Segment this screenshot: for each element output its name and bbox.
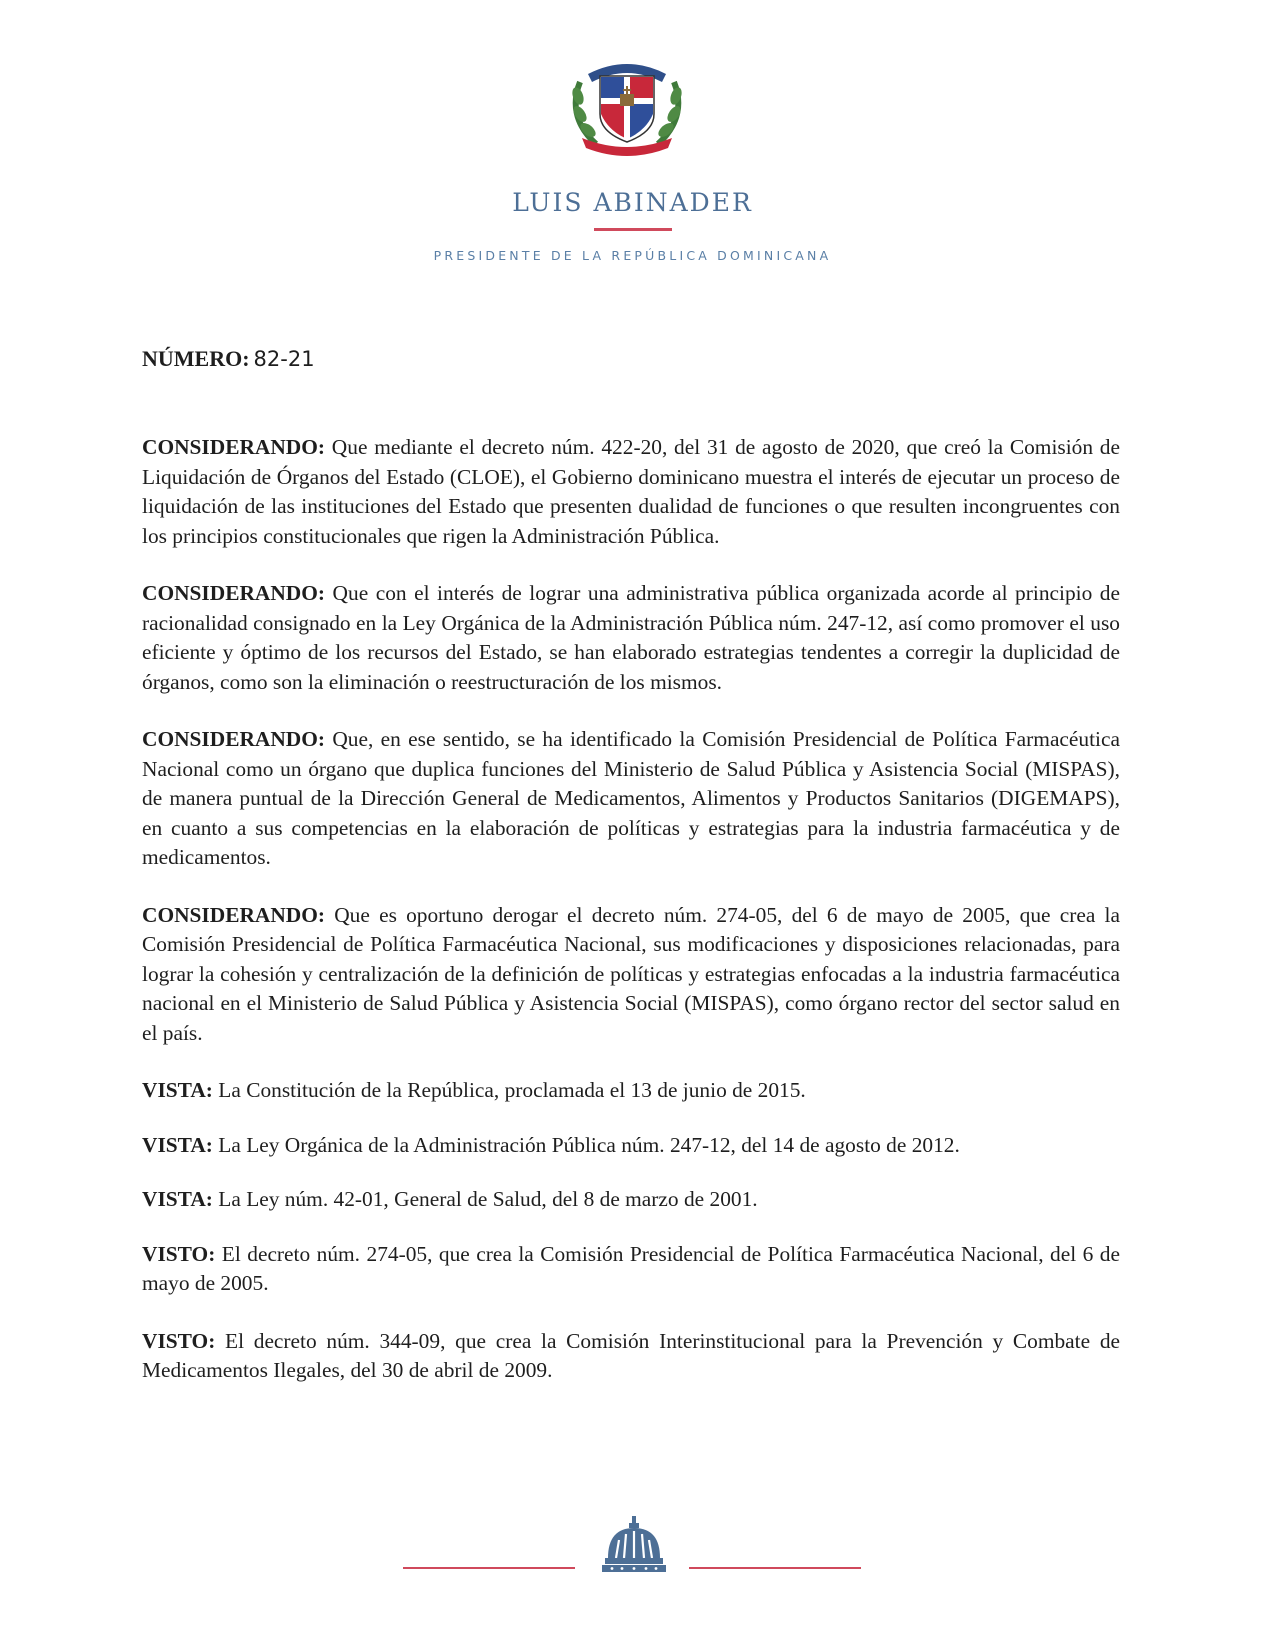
paragraph-text: El decreto núm. 344-09, que crea la Comisión Interinstitucional para la Prevención y Combate de Medicamentos Ilegales, del 30 de abril de 2009.: [142, 1328, 1121, 1382]
paragraph-text: Que, en ese sentido, se ha identificado la Comisión Presidencial de Política Farmacéutica Nacional como un órgano que duplica funciones del Ministerio de Salud Pública y Asistencia Social (MISPAS), de manera puntual de la Dirección General de Medicamentos, Alimentos y Productos Sanitarios (DIGEMAPS), en cuanto a sus competencias en la elaboración de políticas y estrategias para la industria farmacéutica y de medicamentos.: [142, 727, 1120, 869]
paragraph-label: VISTA:: [142, 1078, 213, 1102]
paragraph-label: VISTA:: [142, 1187, 213, 1211]
paragraph-text: Que mediante el decreto núm. 422-20, del 31 de agosto de 2020, que creó la Comisión de Liquidación de Órganos del Estado (CLOE), el Gobierno dominicano muestra el interés de ejecutar un proceso de liquidación de las instituciones del Estado que presenten dualidad de funciones o que resulten incongruentes con los principios constitucionales que rigen la Administración Pública.: [142, 435, 1120, 548]
visto-paragraph: [142, 1240, 1120, 1299]
decree-number-label: NÚMERO:: [142, 346, 250, 371]
visto-paragraph: [142, 1327, 1120, 1386]
paragraph-text: La Ley Orgánica de la Administración Pública núm. 247-12, del 14 de agosto de 2012.: [218, 1132, 960, 1157]
paragraph-text: El decreto núm. 274-05, que crea la Comisión Presidencial de Política Farmacéutica Nacional, del 6 de mayo de 2005.: [142, 1241, 1120, 1295]
president-title: PRESIDENTE DE LA REPÚBLICA DOMINICANA: [433, 248, 832, 263]
paragraph-label: CONSIDERANDO:: [142, 902, 326, 927]
vista-paragraph: [142, 1185, 1120, 1215]
vista-paragraph: [142, 1131, 1120, 1161]
paragraph-label: VISTA:: [142, 1132, 213, 1157]
decree-number: [142, 346, 315, 372]
considerando-paragraph: [142, 901, 1120, 1049]
footer-rule-left: [403, 1567, 575, 1569]
paragraph-text: La Ley núm. 42-01, General de Salud, del 8 de marzo de 2001.: [218, 1187, 758, 1211]
paragraph-text: Que con el interés de lograr una administrativa pública organizada acorde al principio de racionalidad consignado en la Ley Orgánica de la Administración Pública núm. 247-12, así como promover el uso eficiente y óptimo de los recursos del Estado, se han elaborado estrategias tendentes a corregir la duplicidad de órganos, como son la eliminación o reestructuración de los mismos.: [142, 581, 1120, 694]
name-underline: [594, 228, 672, 231]
coat-of-arms-icon: [566, 52, 688, 160]
vista-paragraph: [142, 1076, 1120, 1106]
decree-body: [142, 433, 1120, 1414]
considerando-paragraph: [142, 433, 1120, 551]
paragraph-label: CONSIDERANDO:: [142, 435, 326, 459]
paragraph-text: Que es oportuno derogar el decreto núm. 274-05, del 6 de mayo de 2005, que crea la Comisión Presidencial de Política Farmacéutica Nacional, sus modificaciones y disposiciones relacionadas, para lograr la cohesión y centralización de la definición de políticas y estrategias enfocadas a la industria farmacéutica nacional en el Ministerio de Salud Pública y Asistencia Social (MISPAS), como órgano rector del sector salud en el país.: [142, 902, 1120, 1045]
palace-dome-icon: [602, 1514, 666, 1574]
paragraph-text: La Constitución de la República, proclamada el 13 de junio de 2015.: [218, 1078, 806, 1102]
paragraph-label: VISTO:: [142, 1241, 216, 1266]
paragraph-label: CONSIDERANDO:: [142, 581, 326, 605]
considerando-paragraph: [142, 725, 1120, 873]
footer-rule-right: [689, 1567, 861, 1569]
paragraph-label: VISTO:: [142, 1328, 216, 1353]
considerando-paragraph: [142, 579, 1120, 697]
president-name: LUIS ABINADER: [512, 188, 753, 217]
paragraph-label: CONSIDERANDO:: [142, 727, 326, 751]
decree-number-value: 82-21: [253, 347, 315, 371]
